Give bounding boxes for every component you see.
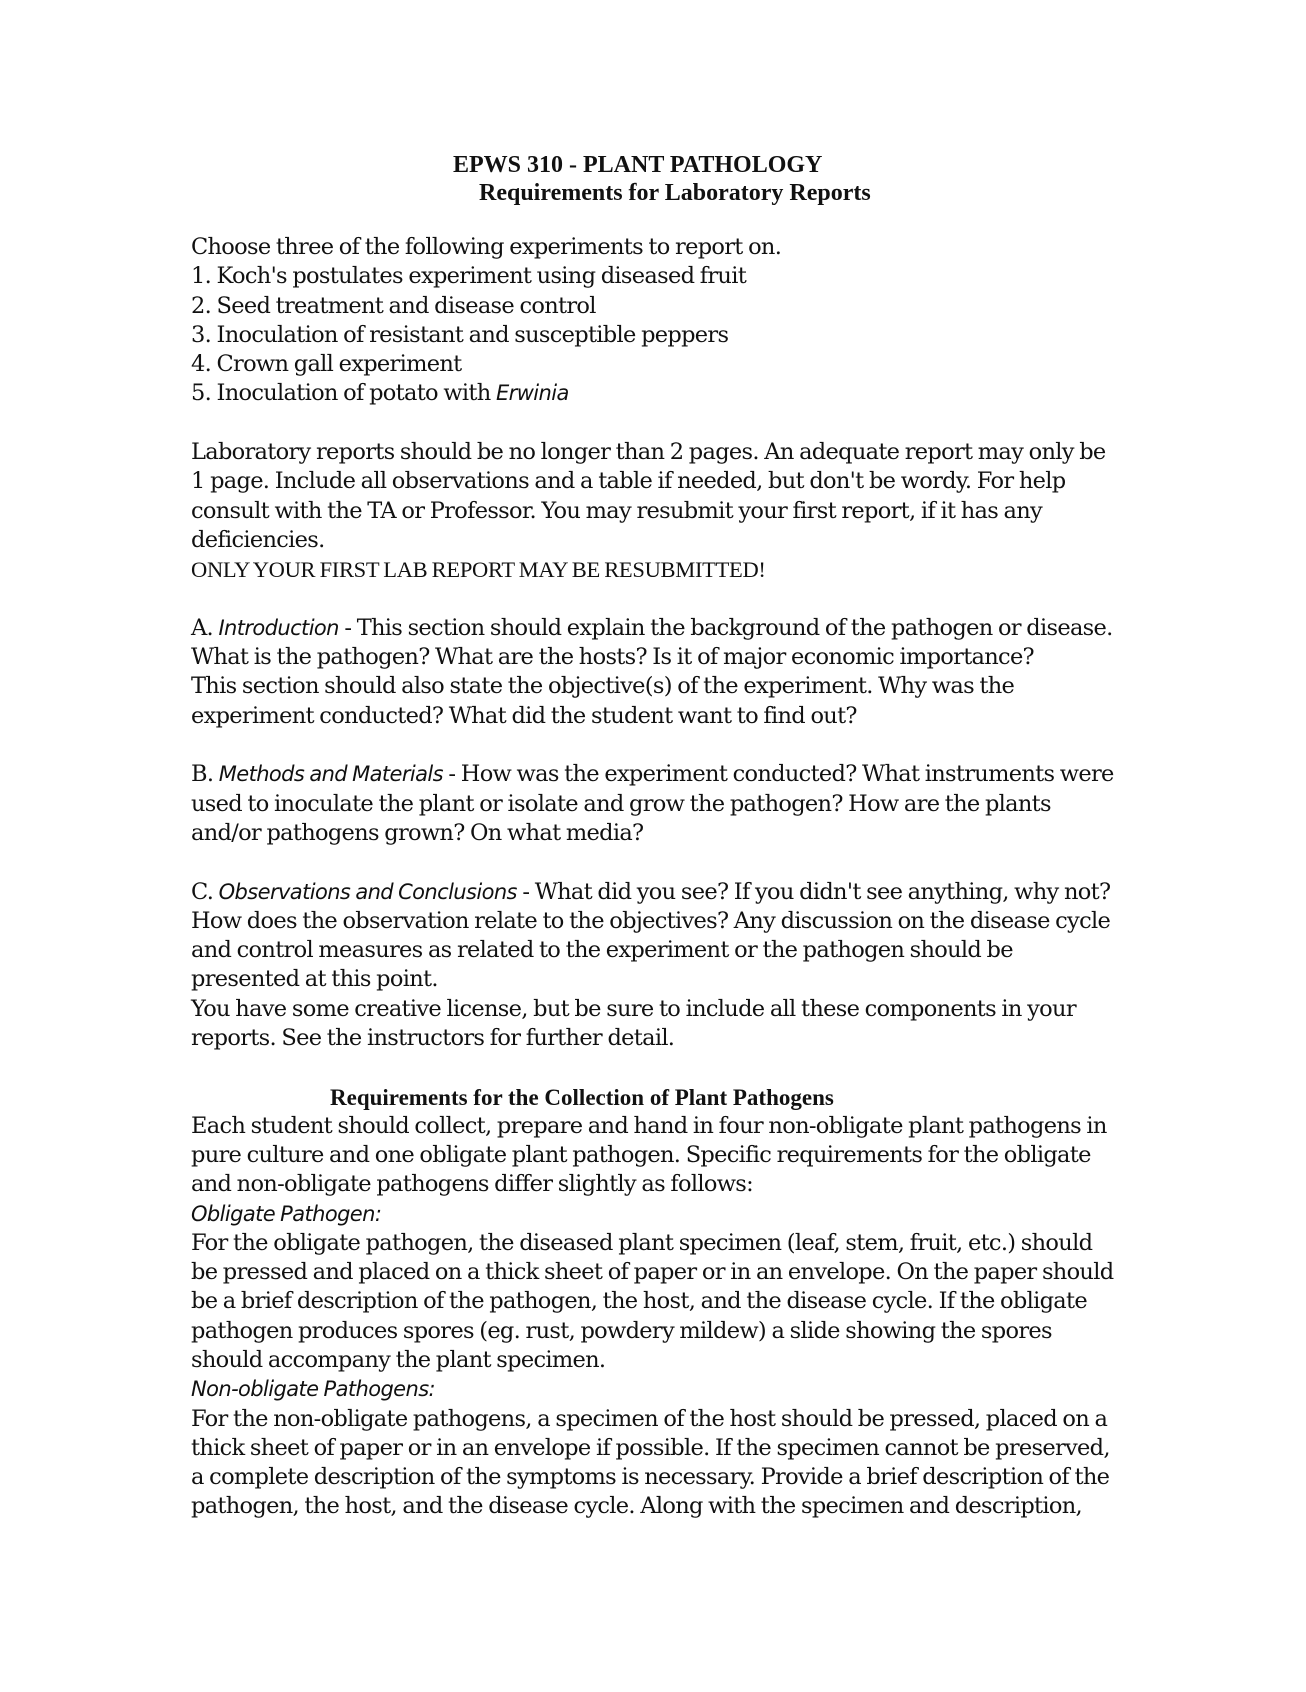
report-guidelines: [191, 438, 1121, 584]
collection-intro: Each student should collect, prepare and hand in four non-obligate plant pathogens in pure culture and one obligate plant pathogen. Specific requirements for the obligate and non-obligate pathogens differ slightly as follows:: [191, 1112, 1107, 1198]
section-extra-paragraph: How does the observation relate to the objectives? Any discussion on the disease cycle and control measures as related to the experiment or the pathogen should be presented at this point.: [191, 907, 1111, 993]
nonobligate-label: Non-obligate Pathogens:: [191, 1377, 436, 1402]
experiment-item: 1. Koch's postulates experiment using diseased fruit: [191, 263, 747, 290]
section-methods: [191, 760, 1121, 848]
section-paragraph: [191, 878, 1121, 907]
section-extra-paragraph: This section should also state the objective(s) of the experiment. Why was the experiment conducted? What did the student want to find out?: [191, 673, 1015, 729]
section-paragraph: [191, 614, 1121, 673]
section-prefix: A.: [191, 614, 219, 641]
resubmit-warning: ONLY YOUR FIRST LAB REPORT MAY BE RESUBMITTED!: [191, 557, 766, 583]
obligate-text: For the obligate pathogen, the diseased plant specimen (leaf, stem, fruit, etc.) should be pressed and placed on a thick sheet of paper or in an envelope. On the paper should be a brief description of the pathogen, the host, and the disease cycle. If the obligate pathogen produces spores (eg. rust, powdery mildew) a slide showing the spores should accompany the plant specimen.: [191, 1229, 1114, 1373]
document-body: [191, 151, 1121, 1522]
section-text: - This section should explain the background of the pathogen or disease. What is the pathogen? What are the hosts? Is it of major economic importance?: [191, 614, 1113, 671]
section-introduction: [191, 614, 1121, 731]
experiment-item: 2. Seed treatment and disease control: [191, 292, 596, 319]
section-prefix: C.: [191, 878, 219, 905]
section-observations: [191, 878, 1121, 1054]
section-name: Introduction: [218, 615, 339, 640]
experiment-list-intro: Choose three of the following experiments to report on.: [191, 234, 782, 260]
experiment-list: [191, 233, 1121, 409]
section-name: Observations and Conclusions: [218, 879, 517, 904]
document-subtitle: Requirements for Laboratory Reports: [479, 180, 871, 206]
document-title: EPWS 310 - PLANT PATHOLOGY: [453, 152, 823, 178]
collection-requirements: [191, 1083, 1121, 1522]
experiment-item: 4. Crown gall experiment: [191, 351, 462, 378]
section-name: Methods and Materials: [218, 762, 443, 787]
experiment-item: 3. Inoculation of resistant and susceptible peppers: [191, 321, 729, 348]
guidelines-text: Laboratory reports should be no longer than 2 pages. An adequate report may only be 1 page. Include all observations and a table if needed, but don't be wordy. For help consult with the TA or Professor. You may resubmit your first report, if it has any deficiencies.: [191, 439, 1106, 553]
section-extra-paragraph: You have some creative license, but be sure to include all these components in your reports. See the instructors for further detail.: [191, 995, 1076, 1052]
section-text: - How was the experiment conducted? What instruments were used to inoculate the plant or isolate and grow the pathogen? How are the plants and/or pathogens grown? On what media?: [191, 761, 1114, 846]
section-prefix: B.: [191, 761, 219, 788]
section-paragraph: [191, 760, 1121, 848]
experiment-item-italic: Erwinia: [496, 381, 569, 406]
experiment-item: [191, 379, 1121, 408]
experiment-item-text: 5. Inoculation of potato with: [191, 380, 496, 407]
collection-heading: Requirements for the Collection of Plant Pathogens: [330, 1084, 834, 1110]
nonobligate-text: For the non-obligate pathogens, a specimen of the host should be pressed, placed on a thick sheet of paper or in an envelope if possible. If the specimen cannot be preserved, a complete description of the symptoms is necessary. Provide a brief description of the pathogen, the host, and the disease cycle. Along with the specimen and description,: [191, 1405, 1110, 1520]
section-text: - What did you see? If you didn't see anything, why not?: [516, 878, 1111, 905]
obligate-label: Obligate Pathogen:: [191, 1201, 382, 1226]
